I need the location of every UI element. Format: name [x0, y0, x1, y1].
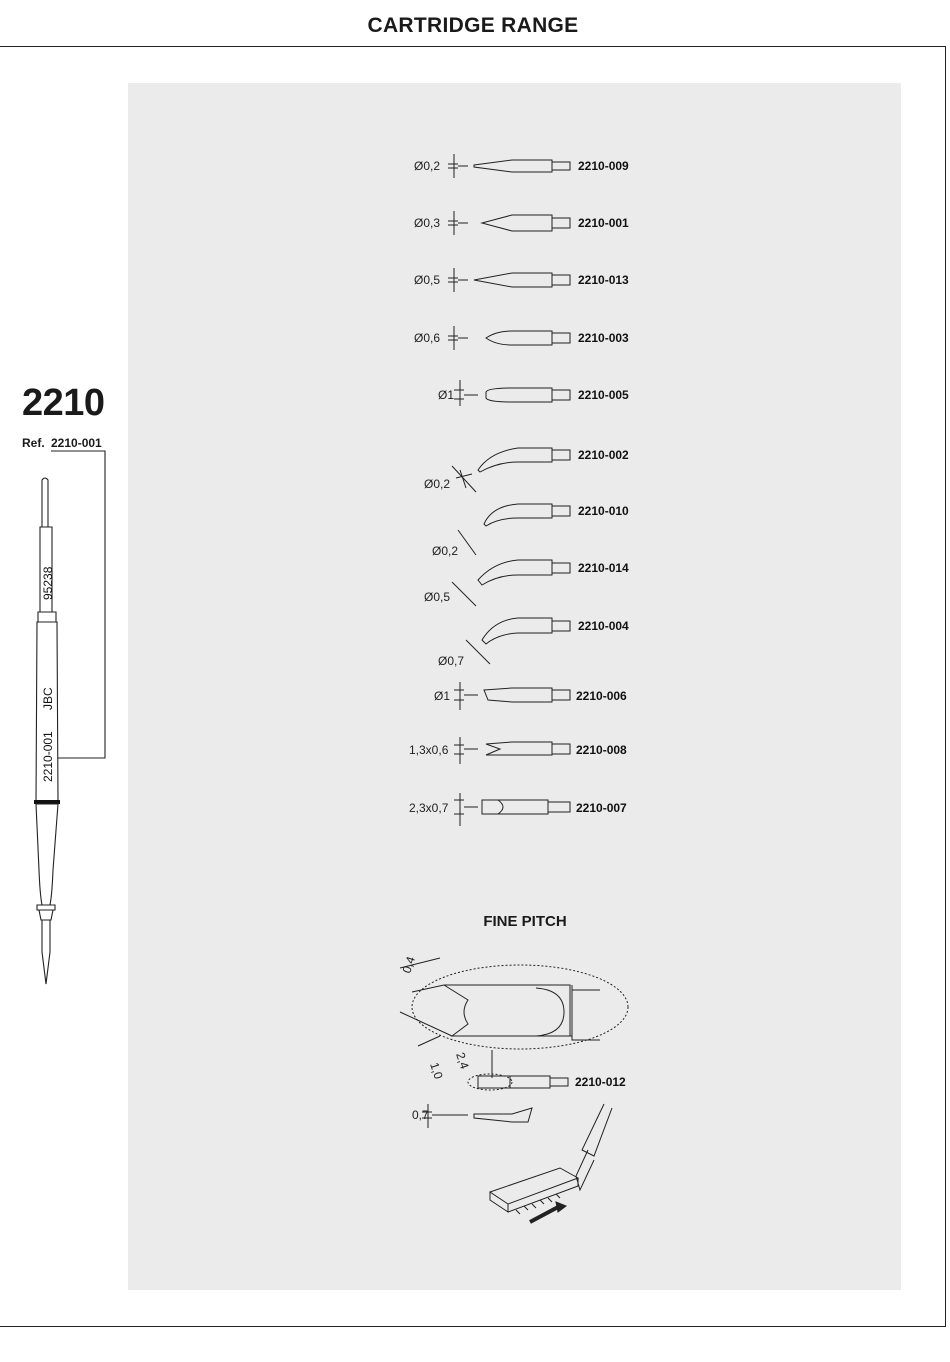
tip-dimension-2210-008: 1,3x0,6: [409, 743, 449, 757]
tip-dimension-2210-009: Ø0,2: [414, 159, 441, 173]
tip-dimension-2210-006: Ø1: [434, 689, 451, 703]
fp-dim-3: 0,7: [412, 1108, 429, 1122]
ref-label: Ref.: [22, 436, 45, 450]
handle-number-ref: 2210-001: [41, 731, 55, 782]
cartridge-model-number: 2210: [22, 382, 105, 424]
tip-dimension-2210-001: Ø0,3: [414, 216, 441, 230]
tip-code-2210-009: 2210-009: [578, 159, 629, 173]
tip-code-2210-002: 2210-002: [578, 448, 629, 462]
tip-code-2210-003: 2210-003: [578, 331, 629, 345]
fp-dim-1: 2,4: [453, 1050, 472, 1071]
handle-number-95238: 95238: [41, 566, 55, 600]
tip-code-2210-001: 2210-001: [578, 216, 629, 230]
tip-dimension-2210-010: Ø0,2: [432, 544, 459, 558]
tip-dimension-2210-013: Ø0,5: [414, 273, 441, 287]
tip-dimension-2210-007: 2,3x0,7: [409, 801, 449, 815]
tip-code-2210-007: 2210-007: [576, 801, 627, 815]
handle-brand: JBC: [41, 687, 55, 710]
tip-dimension-2210-005: Ø1: [438, 388, 455, 402]
tip-dimension-2210-003: Ø0,6: [414, 331, 441, 345]
tip-code-2210-008: 2210-008: [576, 743, 627, 757]
page-title: CARTRIDGE RANGE: [367, 14, 579, 37]
tip-dimension-2210-004: Ø0,7: [438, 654, 465, 668]
tip-code-2210-005: 2210-005: [578, 388, 629, 402]
tip-code-2210-013: 2210-013: [578, 273, 629, 287]
tip-dimension-2210-014: Ø0,5: [424, 590, 451, 604]
ref-value: 2210-001: [51, 436, 102, 450]
tip-code-2210-014: 2210-014: [578, 561, 629, 575]
tip-dimension-2210-002: Ø0,2: [424, 477, 451, 491]
fp-dim-2: 1,0: [427, 1060, 446, 1081]
fine-pitch-title: FINE PITCH: [483, 913, 567, 930]
tip-code-2210-004: 2210-004: [578, 619, 629, 633]
fp-code: 2210-012: [575, 1075, 626, 1089]
fp-dim-0: 0,4: [399, 954, 419, 975]
tip-code-2210-006: 2210-006: [576, 689, 627, 703]
tip-code-2210-010: 2210-010: [578, 504, 629, 518]
